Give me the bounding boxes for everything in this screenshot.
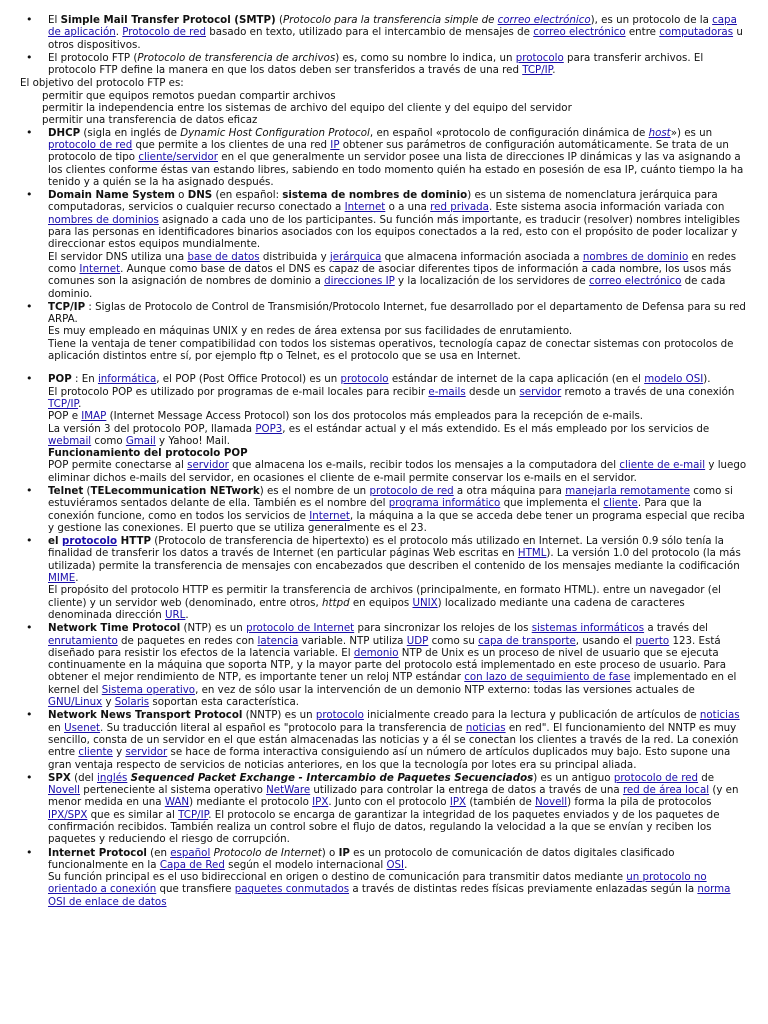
link-espanol[interactable]: español: [170, 846, 211, 859]
telnet-item: [48, 485, 748, 534]
pop-text: El protocolo POP es utilizado por programas de e-mail locales para recibir: [48, 385, 429, 398]
link-protocolo[interactable]: protocolo: [340, 373, 389, 386]
ntp-text: implementado en el kernel del: [48, 671, 737, 696]
tcpip-text: TCP/IP: [48, 300, 86, 313]
link-computadoras[interactable]: computadoras: [659, 26, 734, 39]
http-text: (Protocolo de transferencia de hipertexto) es el protocolo más utilizado en Internet. La versión 0.9 sólo tenía la finalidad de transferir los datos a través de Internet (en particular páginas Web escritas en: [48, 535, 724, 560]
pop-text: POP: [48, 373, 72, 386]
link-direcciones-ip[interactable]: direcciones IP: [324, 275, 395, 288]
nntp-text: . Su traducción literal al español es "protocolo para la transferencia de: [100, 721, 466, 734]
ntp-text: y: [102, 696, 115, 709]
spx-text: SPX: [48, 771, 71, 784]
link-correo-electronico[interactable]: correo electrónico: [588, 275, 682, 288]
dns-text: (en español:: [212, 189, 283, 202]
ftp-objective-3: permitir una transferencia de datos eficaz: [42, 114, 258, 127]
spx-text: ) forma la pila de protocolos: [567, 796, 712, 809]
link-capa-de-transporte[interactable]: capa de transporte: [478, 634, 576, 647]
dns-text: y la localización de los servidores de: [394, 275, 589, 288]
ip-text: Su función principal es el uso bidireccional en origen o destino de comunicación para transmitir datos mediante: [48, 871, 627, 884]
http-text: en equipos: [349, 596, 413, 609]
telnet-text: que implementa el: [500, 497, 604, 510]
smtp-text: El: [48, 14, 61, 26]
tcpip-text: : Siglas de Protocolo de Control de Transmisión/Protocolo Internet, fue desarrollado por el departamento de Defensa para su red ARPA.: [48, 300, 746, 326]
ntp-text: como su: [428, 634, 479, 647]
link-servidor[interactable]: servidor: [125, 746, 168, 759]
http-text: httpd: [322, 596, 350, 609]
spx-text: ) mediante el protocolo: [189, 796, 313, 809]
link-webmail[interactable]: webmail: [48, 434, 92, 447]
link-imap[interactable]: IMAP: [81, 410, 107, 423]
http-item: [48, 535, 748, 621]
pop-text: ).: [703, 373, 711, 386]
link-noticias[interactable]: noticias: [699, 709, 740, 722]
tcpip-item: [48, 301, 748, 362]
link-sistemas-informaticos[interactable]: sistemas informáticos: [531, 622, 645, 635]
nntp-text: inicialmente creado para la lectura y publicación de artículos de: [363, 709, 700, 722]
link-cliente-servidor[interactable]: cliente/servidor: [138, 151, 219, 164]
link-nombres-de-dominio[interactable]: nombres de dominio: [582, 250, 689, 263]
pop-text: y luego eliminar dichos e-mails del servidor, en ocasiones el cliente de e-mail permite conservar los e-mails en el servidor.: [48, 459, 747, 484]
ntp-text: , en vez de sólo usar la intervención de un demonio NTP externo: todas las versiones actuales de: [195, 683, 695, 696]
link-url[interactable]: URL: [165, 608, 186, 621]
ftp-objectives: [20, 77, 748, 126]
http-text: HTTP: [117, 535, 151, 548]
pop-text: La versión 3 del protocolo POP, llamada: [48, 422, 256, 435]
link-paquetes-conmutados[interactable]: paquetes conmutados: [234, 883, 350, 896]
ip-text: a través de distintas redes físicas previamente enlazadas según la: [349, 883, 698, 896]
http-text: el: [48, 535, 63, 548]
link-programa-informatico[interactable]: programa informático: [388, 497, 501, 510]
link-wan[interactable]: WAN: [164, 796, 190, 809]
dns-text: que almacena información asociada a: [381, 250, 583, 263]
dhcp-text: que permite a los clientes de una red: [132, 138, 331, 151]
smtp-text: .: [115, 26, 123, 39]
tcpip-text: Es muy empleado en máquinas UNIX y en redes de área extensa por sus facilidades de enrutamiento.: [48, 325, 573, 338]
nntp-item: [48, 709, 748, 770]
link-noticias[interactable]: noticias: [465, 721, 506, 734]
pop-text: desde un: [465, 385, 520, 398]
ftp-text: ) es, como su nombre lo indica, un: [335, 51, 516, 64]
dns-text: Domain Name System: [48, 189, 175, 202]
pop-text: y Yahoo! Mail.: [155, 434, 230, 447]
pop-text: , es el estándar actual y el más extendido. Es el más empleado por los servicios de: [282, 422, 710, 435]
link-cliente[interactable]: cliente: [78, 746, 113, 759]
ip-text: Protocolo de Internet: [213, 846, 322, 859]
dns-text: asignado a cada uno de los participantes. Su función más importante, es traducir (resolver) nombres inteligibles para las personas en identificadores binarios asociados con los equipos conectados a la red, esto con el propósito de poder localizar y direccionar estos equipos mundialmente.: [48, 213, 741, 251]
pop-text: .: [78, 397, 82, 410]
nntp-text: Network News Transport Protocol: [48, 709, 243, 722]
tcpip-text: Tiene la ventaja de tener compatibilidad con todos los sistemas operativos, tecnología capaz de conectar sistemas con protocolos de aplicación distintos entre sí, por ejemplo ftp o Telnet, es el protocolo que se usa en Internet.: [48, 337, 734, 363]
link-servidor[interactable]: servidor: [519, 385, 562, 398]
link-mime[interactable]: MIME: [48, 572, 76, 585]
ip-text: Internet Protocol: [48, 846, 147, 859]
spx-text: de: [698, 771, 715, 784]
link-demonio[interactable]: demonio: [353, 646, 399, 659]
ip-item: [48, 847, 748, 908]
link-protocolo[interactable]: protocolo: [315, 709, 364, 722]
link-protocolo-de-red[interactable]: protocolo de red: [48, 138, 133, 151]
pop-text: POP e: [48, 410, 82, 423]
link-manejarla-remotamente[interactable]: manejarla remotamente: [565, 484, 690, 497]
dhcp-text: en el que generalmente un servidor posee una lista de direcciones IP dinámicas y las va asignando a los clientes conforme éstas van estando libres, sabiendo en todo momento quién ha estado en posesión de esa IP, cuánto tiempo la ha tenido y a quién se la ha asignado después.: [48, 151, 744, 188]
link-host[interactable]: host: [648, 126, 671, 139]
link-cliente[interactable]: cliente: [603, 497, 638, 510]
link-protocolo-de-red[interactable]: protocolo de red: [613, 771, 699, 784]
http-text: El propósito del protocolo HTTP es permitir la transferencia de archivos (principalmente, en formato HTML). entre un navegador (el cliente) y un servidor web (denominado, entre otros,: [48, 584, 721, 609]
link-osi[interactable]: OSI: [386, 858, 405, 871]
link-enrutamiento[interactable]: enrutamiento: [48, 634, 118, 647]
ftp-text: El protocolo FTP (: [48, 51, 138, 64]
dns-text: . Aunque como base de datos el DNS es capaz de asociar diferentes tipos de información a cada nombre, los usos más comunes son la asignación de nombres de dominio a: [48, 262, 732, 288]
ntp-text: , usando el: [575, 634, 636, 647]
ip-text: que transfiere: [156, 883, 235, 896]
ntp-item: [48, 622, 748, 708]
dns-text: en redes como: [48, 250, 737, 275]
ip-text: ) o: [321, 846, 339, 859]
link-internet[interactable]: Internet: [344, 201, 386, 214]
ntp-text: a través del: [644, 622, 709, 635]
dhcp-text: DHCP: [48, 126, 81, 139]
smtp-text: basado en texto, utilizado para el intercambio de mensajes de: [205, 26, 534, 39]
link-gnu-linux[interactable]: GNU/Linux: [48, 696, 103, 709]
smtp-text: (: [275, 14, 283, 26]
link-novell[interactable]: Novell: [48, 784, 81, 797]
ntp-text: Network Time Protocol: [48, 622, 181, 635]
link-protocolo-de-internet[interactable]: protocolo de Internet: [246, 622, 355, 635]
pop-item: [48, 373, 748, 484]
ftp-objective-2: permitir la independencia entre los sistemas de archivo del equipo del cliente y del equipo del servidor: [42, 102, 572, 115]
spx-text: (también de: [466, 796, 536, 809]
nntp-text: en: [48, 721, 65, 734]
dns-text: o a una: [385, 201, 431, 214]
link-gmail[interactable]: Gmail: [125, 434, 156, 447]
smtp-text: Protocolo para la transferencia simple de: [283, 14, 498, 26]
ftp-text: para transferir archivos. El protocolo FTP define la manera en que los datos deben ser transferidos a través de una red: [48, 51, 704, 77]
link-ip[interactable]: IP: [330, 138, 340, 151]
telnet-text: TELecommunication NETwork: [90, 484, 260, 497]
dns-text: distribuida y: [259, 250, 330, 263]
pop-text: remoto a través de una conexión: [561, 385, 735, 398]
link-norma-osi-de-enlace-de-datos[interactable]: norma OSI de enlace de datos: [48, 883, 731, 908]
link-tcp-ip[interactable]: TCP/IP: [178, 808, 209, 821]
ntp-text: 123. Está diseñado para resistir los efectos de la latencia variable. El: [48, 634, 721, 659]
link-red-de-area-local[interactable]: red de área local: [622, 784, 710, 797]
link-correo-electronico[interactable]: correo electrónico: [497, 14, 591, 26]
link-protocolo[interactable]: protocolo: [515, 51, 564, 64]
link-capa-de-aplicacion[interactable]: capa de aplicación: [48, 14, 737, 39]
smtp-text: u otros dispositivos.: [48, 26, 743, 51]
telnet-text: (: [83, 484, 91, 497]
link-capa-de-red[interactable]: Capa de Red: [159, 858, 225, 871]
link-udp[interactable]: UDP: [406, 634, 429, 647]
link-usenet[interactable]: Usenet: [64, 721, 101, 734]
link-unix[interactable]: UNIX: [412, 596, 438, 609]
http-text: ) localizado mediante una cadena de caracteres denominada dirección: [48, 596, 685, 621]
telnet-text: , la máquina a la que se acceda debe tener un programa especial que reciba y gestione las conexiones. El puerto que se utiliza generalmente es el 23.: [48, 509, 745, 534]
link-protocolo-de-red[interactable]: Protocolo de red: [122, 26, 206, 39]
nntp-text: se hace de forma interactiva consiguiendo así un número de artículos duplicados muy bajo. Esto supone una gran ventaja respecto de servicios de noticias anteriores, en los que la tecnología por lotes era su principal aliada.: [48, 746, 731, 771]
link-protocolo-de-red[interactable]: protocolo de red: [369, 484, 454, 497]
http-text: .: [75, 572, 79, 585]
ftp-text: .: [552, 64, 556, 77]
telnet-text: como si estuviéramos sentados delante de ella. También es el nombre del: [48, 484, 733, 510]
ftp-objective-1: permitir que equipos remotos puedan compartir archivos: [42, 89, 336, 102]
ip-text: según el modelo internacional: [224, 858, 387, 871]
spx-text: Sequenced Packet Exchange - Intercambio de Paquetes Secuenciados: [130, 771, 534, 784]
dns-item: [48, 189, 748, 300]
http-text: .: [185, 608, 189, 621]
dns-text: ) es un sistema de nomenclatura jerárquica para computadoras, servicios o cualquier recurso conectado a: [48, 189, 718, 214]
link-sistema-operativo[interactable]: Sistema operativo: [101, 683, 196, 696]
link-html[interactable]: HTML: [517, 547, 547, 560]
link-tcp-ip[interactable]: TCP/IP: [522, 64, 553, 77]
link-red-privada[interactable]: red privada: [430, 201, 489, 214]
ip-text: es un protocolo de comunicación de datos digitales clasificado funcionalmente en la: [48, 846, 675, 871]
ntp-text: soportan esta característica.: [149, 696, 300, 709]
pop-text: (Internet Message Access Protocol) son los dos protocolos más empleados para la recepción de e-mails.: [106, 410, 644, 423]
link-informatica[interactable]: informática: [97, 373, 157, 386]
link-ipx[interactable]: IPX: [312, 796, 329, 809]
pop-text: : En: [71, 373, 98, 386]
ftp-text: Protocolo de transferencia de archivos: [137, 51, 336, 64]
link-ipx-spx[interactable]: IPX/SPX: [48, 808, 88, 821]
smtp-text: Simple Mail Transfer Protocol (SMTP): [60, 14, 276, 26]
spx-text: . Junto con el protocolo: [328, 796, 450, 809]
link-e-mails[interactable]: e-mails: [428, 385, 466, 398]
telnet-text: Telnet: [48, 484, 84, 497]
ip-text: IP: [338, 846, 350, 859]
dns-text: o: [174, 189, 188, 202]
link-base-de-datos[interactable]: base de datos: [187, 250, 260, 263]
pop-text: que almacena los e-mails, recibir todos los mensajes a la computadora del: [228, 459, 620, 472]
link-internet[interactable]: Internet: [79, 262, 121, 275]
spx-text: ) es un antiguo: [533, 771, 614, 784]
link-latencia[interactable]: latencia: [257, 634, 299, 647]
link-un-protocolo-no-orientado-a-conexion[interactable]: un protocolo no orientado a conexión: [48, 871, 707, 896]
ftp-item: [48, 52, 748, 77]
spx-text: utilizado para controlar la entrega de datos a través de una: [310, 784, 623, 797]
link-correo-electronico[interactable]: correo electrónico: [533, 26, 626, 39]
link-ingles[interactable]: inglés: [97, 771, 128, 784]
pop-text: POP permite conectarse al: [48, 459, 188, 472]
dns-text: . Este sistema asocia información variada con: [488, 201, 725, 214]
dns-text: DNS: [187, 189, 213, 202]
telnet-text: a otra máquina para: [453, 484, 566, 497]
spx-text: (del: [70, 771, 97, 784]
smtp-text: entre: [625, 26, 660, 39]
link-modelo-osi[interactable]: modelo OSI: [644, 373, 704, 386]
ip-text: (en: [146, 846, 171, 859]
spx-item: [48, 772, 748, 846]
telnet-text: ) es el nombre de un: [259, 484, 370, 497]
dhcp-text: obtener sus parámetros de configuración automáticamente. Se trata de un protocolo de tipo: [48, 138, 729, 164]
nntp-text: y: [112, 746, 126, 759]
link-solaris[interactable]: Solaris: [114, 696, 150, 709]
ntp-text: (NTP) es un: [180, 622, 247, 635]
ntp-text: para sincronizar los relojes de los: [354, 622, 532, 635]
link-cliente-de-e-mail[interactable]: cliente de e-mail: [619, 459, 706, 472]
telnet-text: . Para que la conexión funcione, como en todos los servicios de: [48, 497, 702, 522]
link-pop3[interactable]: POP3: [255, 422, 283, 435]
dhcp-text: ») es un: [670, 126, 713, 139]
link-tcp-ip[interactable]: TCP/IP: [48, 397, 79, 410]
pop-text: Funcionamiento del protocolo POP: [48, 447, 248, 460]
spx-text: perteneciente al sistema operativo: [80, 784, 267, 797]
ntp-text: NTP de Unix es un proceso de nivel de usuario que se ejecuta continuamente en la máquina que soporta NTP, y la mayor parte del protocolo está implementado en este proceso de usuario. Para obtener el mejor rendimiento de NTP, es importante tener un reloj NTP estándar: [48, 646, 727, 684]
nntp-text: en red". El funcionamiento del NNTP es muy sencillo, consta de un servidor en el que están almacenadas las noticias y a él se conectan los clientes a través de la red. La conexión entre: [48, 721, 739, 759]
link-netware[interactable]: NetWare: [266, 784, 311, 797]
dhcp-text: (sigla en inglés de: [80, 126, 181, 139]
dns-text: El servidor DNS utiliza una: [48, 250, 188, 263]
link-ipx[interactable]: IPX: [449, 796, 467, 809]
smtp-text: ), es un protocolo de la: [590, 14, 713, 26]
dns-text: de cada dominio.: [48, 275, 726, 300]
dhcp-item: [48, 127, 748, 188]
link-nombres-de-dominios[interactable]: nombres de dominios: [48, 213, 159, 226]
dhcp-text: , en español «protocolo de configuración dinámica de: [369, 126, 649, 139]
ip-text: .: [404, 858, 408, 871]
dhcp-text: Dynamic Host Configuration Protocol: [180, 126, 370, 139]
link-internet[interactable]: Internet: [309, 509, 350, 522]
spx-text: (y en menor medida en una: [48, 784, 739, 809]
link-con-lazo-de-seguimiento-de-fase[interactable]: con lazo de seguimiento de fase: [464, 671, 631, 684]
smtp-item: [48, 14, 748, 51]
ntp-text: variable. NTP utiliza: [298, 634, 407, 647]
spx-text: . El protocolo se encarga de garantizar la integridad de los paquetes enviados y de los paquetes de confirmación recibidos. También realiza un control sobre el flujo de datos, regulando la velocidad a la que se envían y reciben los paquetes y reduciendo el riesgo de corrupción.: [48, 808, 720, 846]
ntp-text: de paquetes en redes con: [117, 634, 258, 647]
nntp-text: (NNTP) es un: [242, 709, 316, 722]
pop-text: estándar de internet de la capa aplicación (en el: [388, 373, 645, 386]
spx-text: que es similar al: [87, 808, 179, 821]
link-jerarquica[interactable]: jerárquica: [329, 250, 382, 263]
pop-text: , el POP (Post Office Protocol) es un: [156, 373, 341, 386]
dns-text: sistema de nombres de dominio: [282, 189, 468, 202]
ftp-objectives-heading: El objetivo del protocolo FTP es:: [20, 77, 184, 90]
link-servidor[interactable]: servidor: [187, 459, 229, 472]
pop-text: como: [91, 434, 126, 447]
link-protocolo[interactable]: protocolo: [62, 535, 118, 548]
link-novell[interactable]: Novell: [535, 796, 568, 809]
http-text: ). La versión 1.0 del protocolo (la más utilizada) permite la transferencia de mensajes con encabezados que describen el contenido de los mensajes mediante la codificación: [48, 547, 741, 572]
link-puerto[interactable]: puerto: [635, 634, 670, 647]
